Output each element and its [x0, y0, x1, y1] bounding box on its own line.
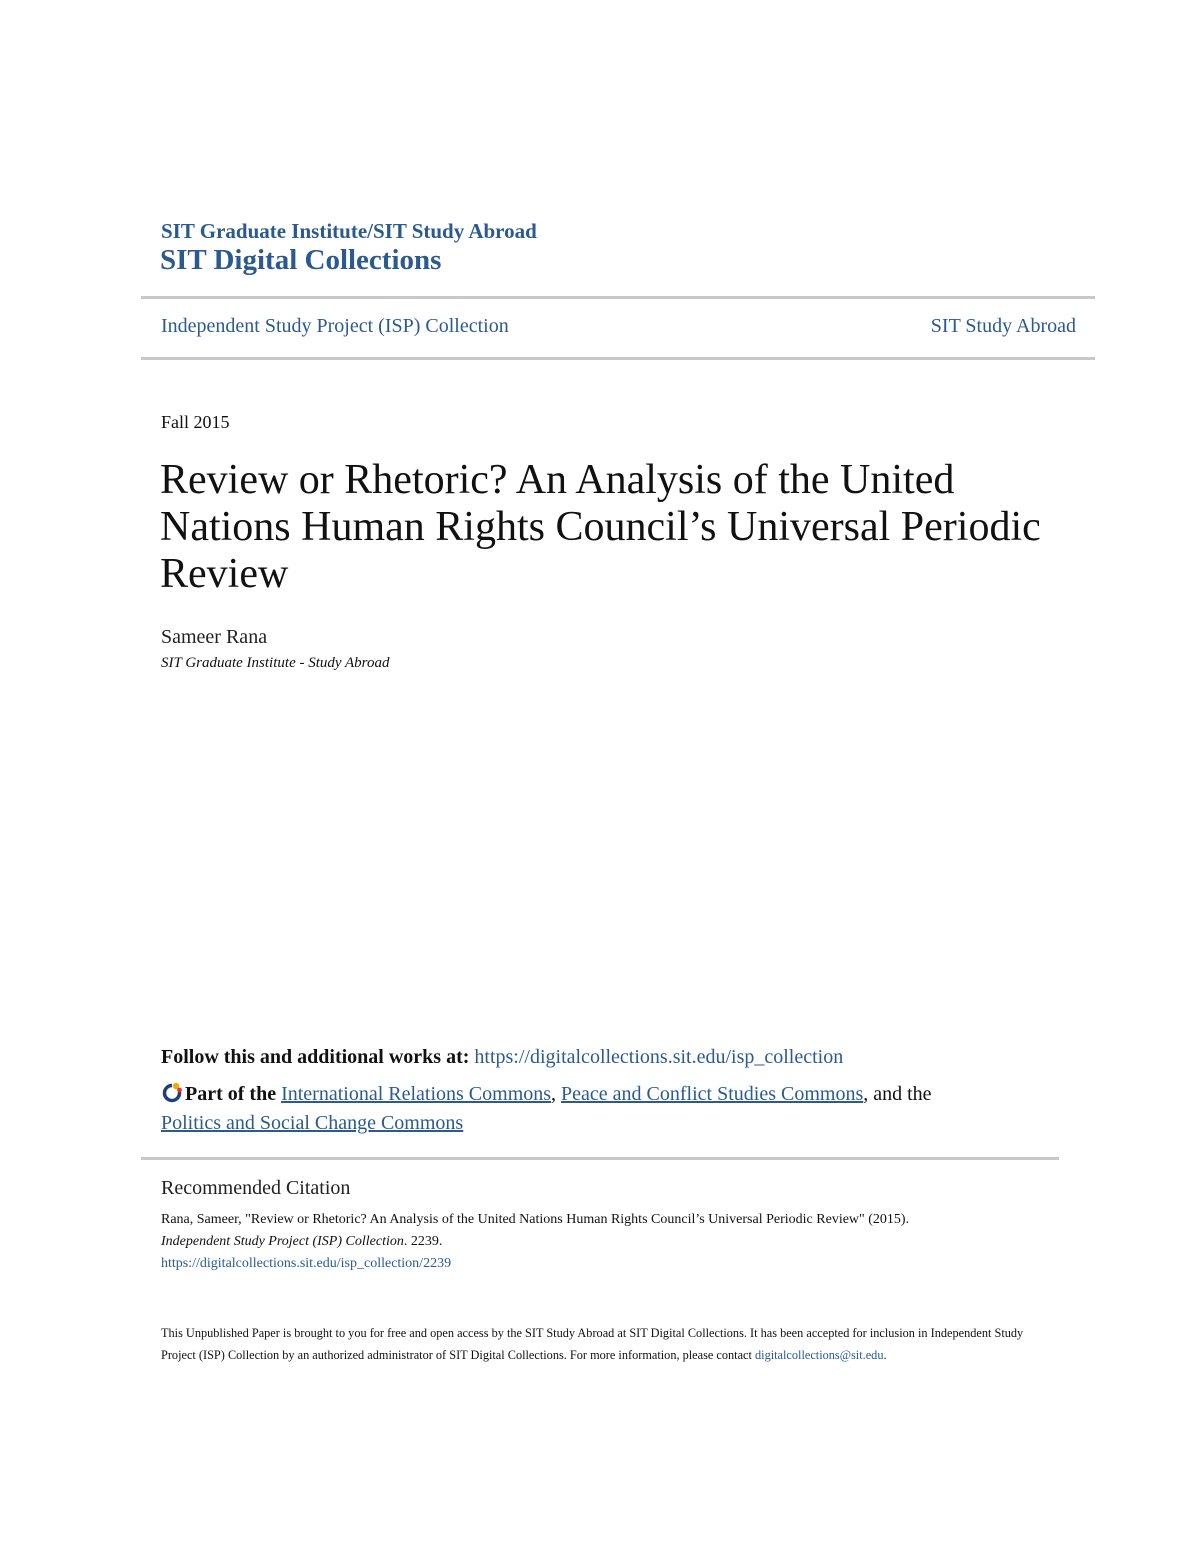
follow-label: Follow this and additional works at: — [161, 1046, 470, 1068]
isp-collection-link[interactable]: Independent Study Project (ISP) Collection — [161, 315, 509, 337]
publication-date: Fall 2015 — [161, 412, 230, 432]
notice-text: This Unpublished Paper is brought to you for free and open access by the SIT Study Abroad at SIT Digital Collections. It has been accepted for inclusion in Independent Study Project (ISP) Collection by an authorized administrator of SIT Digital Collections. For more information, please contact — [161, 1326, 1024, 1362]
part-of-commons — [161, 1080, 1061, 1138]
citation-url-link[interactable]: https://digitalcollections.sit.edu/isp_collection/2239 — [161, 1256, 452, 1271]
citation-heading: Recommended Citation — [161, 1177, 351, 1199]
contact-email-link[interactable]: digitalcollections@sit.edu — [755, 1348, 884, 1362]
citation-number: . 2239. — [403, 1234, 443, 1249]
peace-conflict-commons-link[interactable]: Peace and Conflict Studies Commons — [561, 1083, 864, 1105]
collection-url-link[interactable]: https://digitalcollections.sit.edu/isp_collection — [474, 1046, 844, 1068]
politics-social-change-commons-link[interactable]: Politics and Social Change Commons — [161, 1112, 464, 1134]
notice-end: . — [883, 1348, 887, 1362]
paper-title: Review or Rhetoric? An Analysis of the United Nations Human Rights Council’s Universal Periodic Review — [160, 457, 1041, 597]
bepress-network-icon — [161, 1081, 183, 1103]
commons-separator: , — [551, 1083, 557, 1105]
author-affiliation: SIT Graduate Institute - Study Abroad — [161, 655, 390, 671]
follow-line — [161, 1046, 843, 1069]
citation-text: Rana, Sameer, "Review or Rhetoric? An Analysis of the United Nations Human Rights Council’s Universal Periodic Review" (2015). — [161, 1212, 910, 1227]
citation-body — [161, 1209, 1061, 1275]
collection-name[interactable]: SIT Digital Collections — [160, 244, 442, 276]
access-notice — [161, 1322, 1041, 1366]
commons-and-the: , and the — [863, 1083, 932, 1105]
citation-series: Independent Study Project (ISP) Collection — [161, 1234, 404, 1249]
citation-divider — [141, 1157, 1059, 1160]
part-of-label: Part of the — [185, 1083, 277, 1105]
institution-name: SIT Graduate Institute/SIT Study Abroad — [161, 219, 537, 243]
sit-study-abroad-link[interactable]: SIT Study Abroad — [930, 315, 1076, 337]
header-divider-top — [141, 296, 1095, 299]
international-relations-commons-link[interactable]: International Relations Commons — [281, 1083, 552, 1105]
header-divider-bottom — [141, 357, 1095, 360]
author-name: Sameer Rana — [161, 626, 268, 648]
